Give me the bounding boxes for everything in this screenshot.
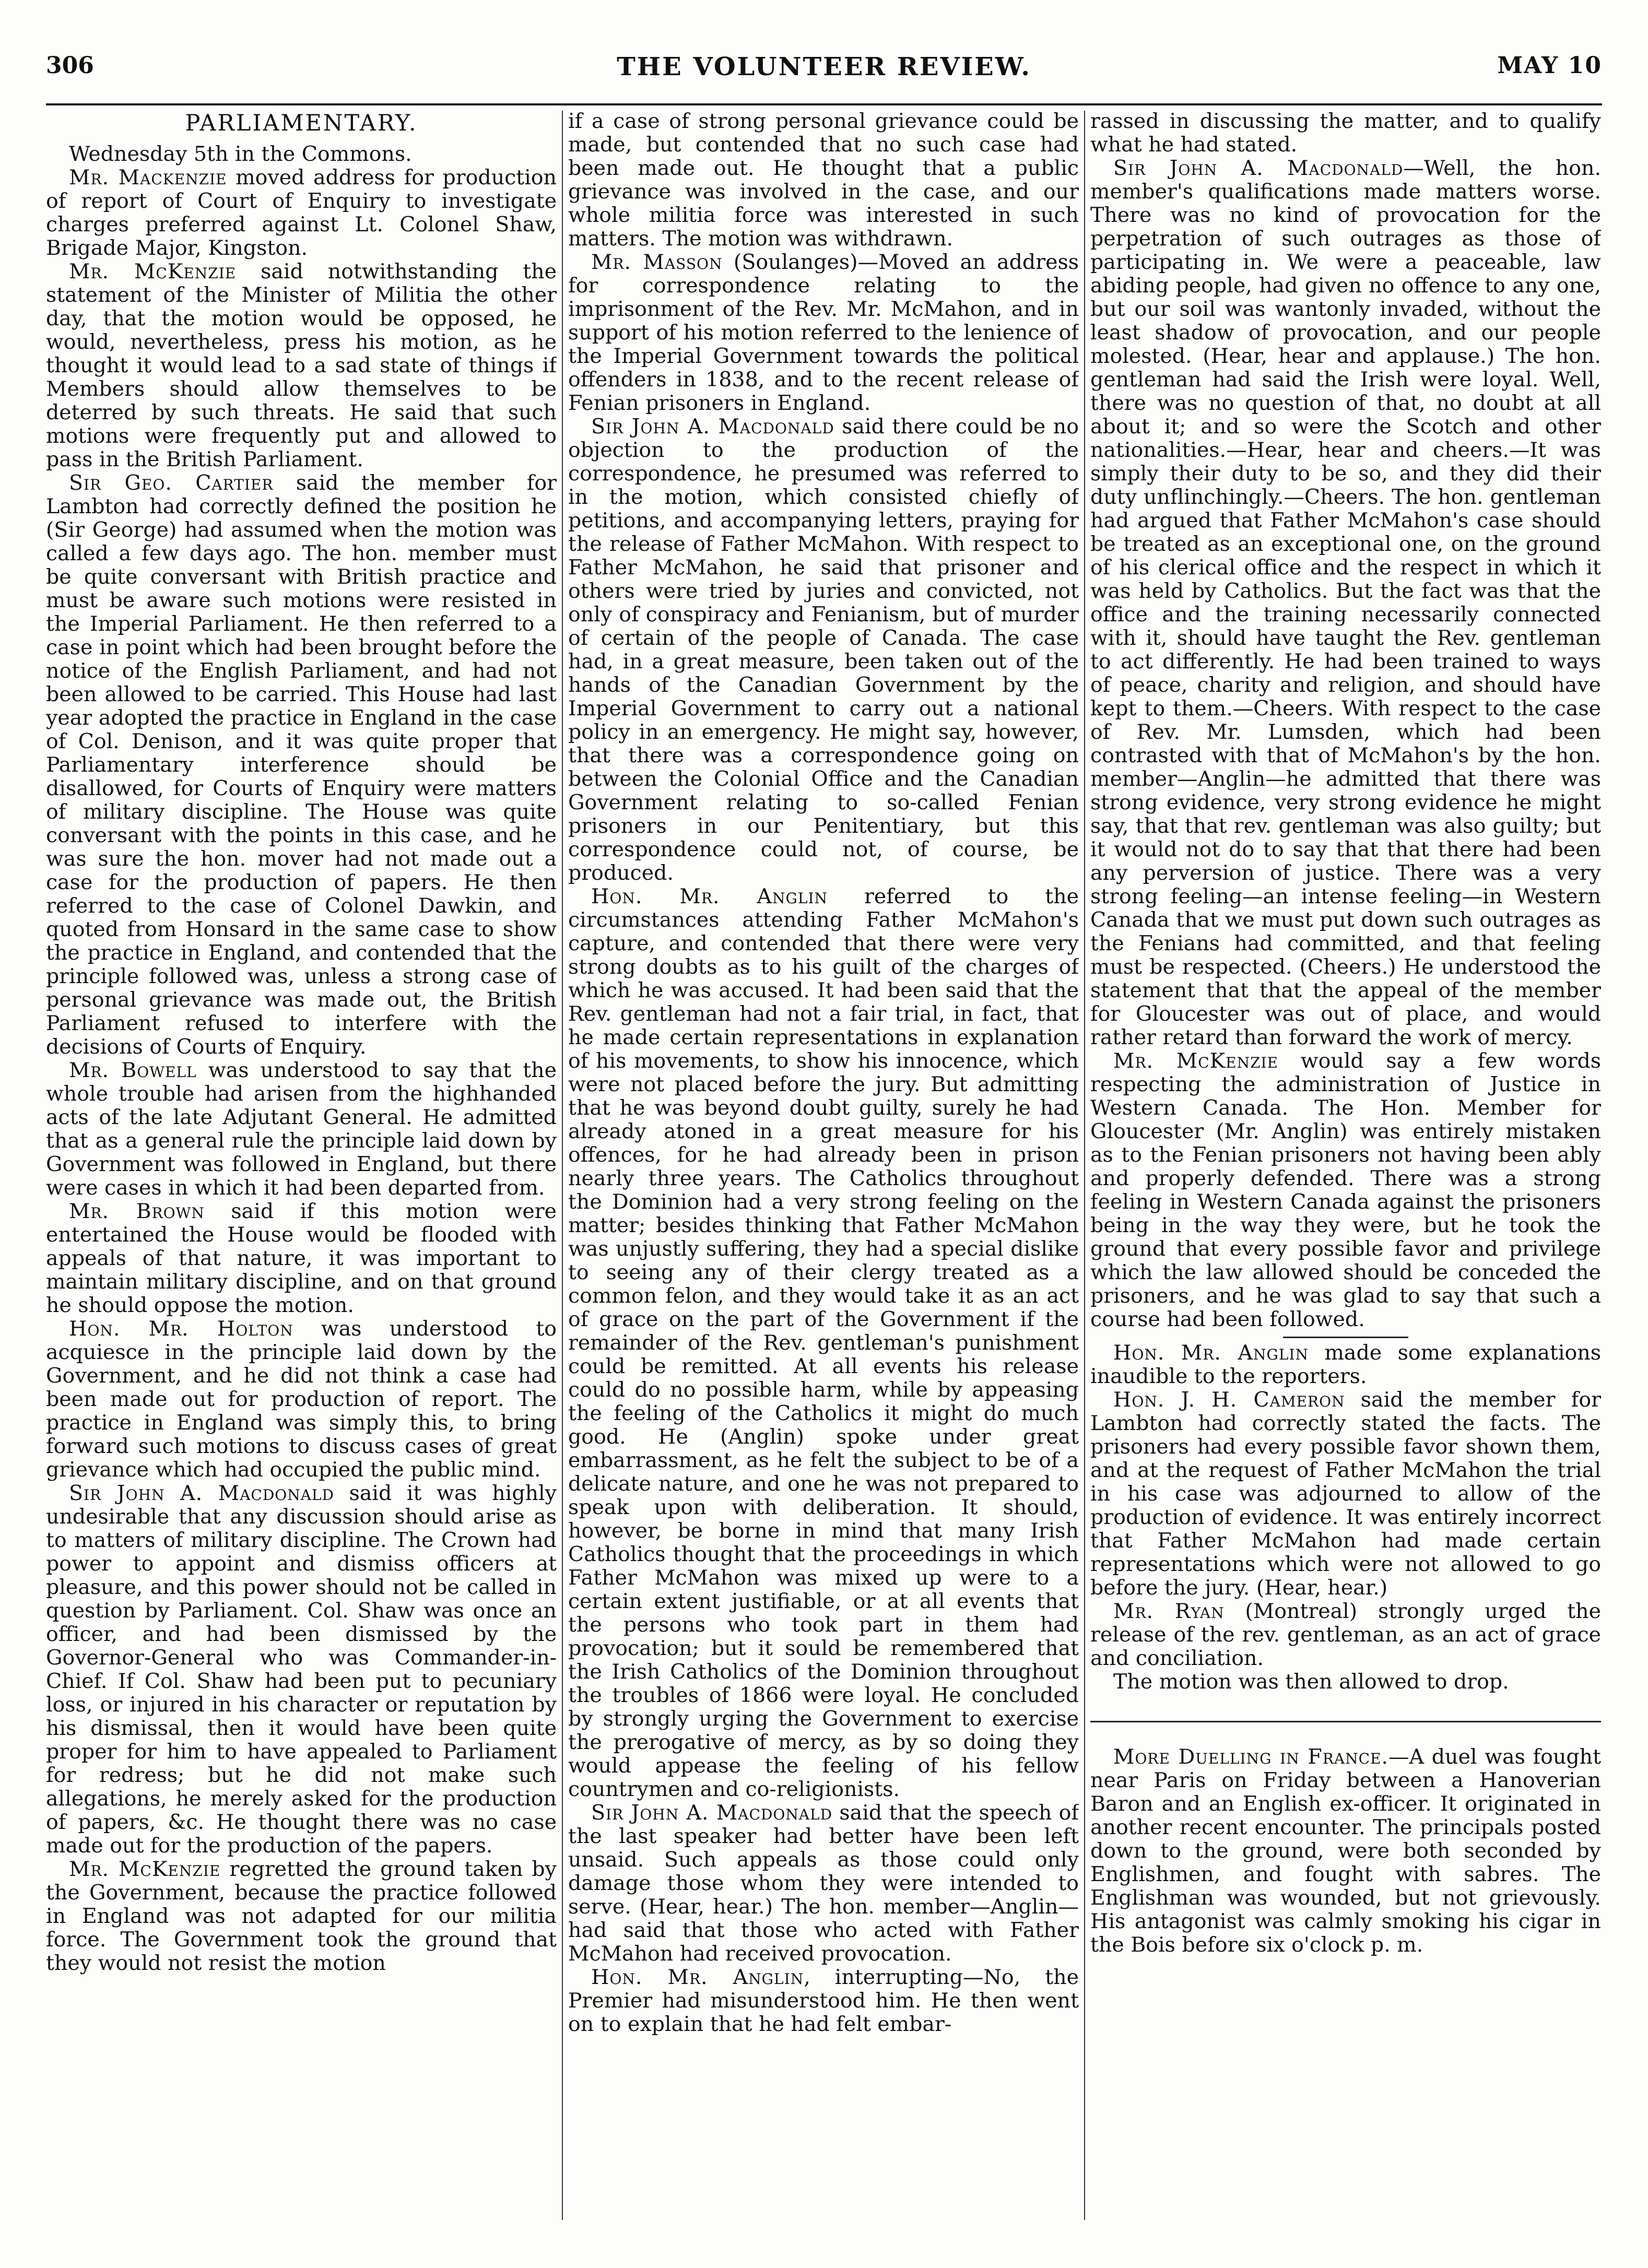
paragraph	[46, 260, 557, 471]
column-3-paragraphs	[1090, 110, 1601, 1957]
paragraph-text: said if this motion were entertained the House would be flooded with appeals of that nature, it was important to maintain military discipline, and on that ground he should oppose the motion.	[46, 1199, 557, 1317]
column-divider	[1084, 111, 1085, 2220]
speaker-name: Hon. Mr. Holton	[69, 1317, 293, 1341]
paragraph-text: The motion was then allowed to drop.	[1113, 1670, 1509, 1694]
column-3	[1090, 110, 1601, 2240]
paragraph	[568, 251, 1079, 415]
speaker-name: Sir John A. Macdonald	[591, 1801, 833, 1825]
paragraph-text: said that the speech of the last speaker had better have been left unsaid. Such appeals as those could only damage those whom they were intended to serve. (Hear, hear.) The hon. member—Anglin—had said that those who acted with Father McMahon had received provocation.	[568, 1801, 1079, 1966]
speaker-name: Mr. Ryan	[1113, 1599, 1225, 1623]
paragraph-text: said there could be no objection to the production of the correspondence, he presumed was referred to in the motion, which consisted chiefly of petitions, and accompanying letters, praying for the release of Father McMahon. With respect to Father McMahon, he said that prisoner and others were tried by juries and convicted, not only of conspiracy and Fenianism, but of murder of certain of the people of Canada. The case had, in a great measure, been taken out of the hands of the Canadian Government by the Imperial Government to carry out a national policy in an emergency. He might say, however, that there was a correspondence going on between the Colonial Office and the Canadian Government relating to so-called Fenian prisoners in our Penitentiary, but this correspondence could not, of course, be produced.	[568, 415, 1079, 885]
speaker-name: Sir John A. Macdonald	[69, 1481, 335, 1505]
paragraph-text: said it was highly undesirable that any discussion should arise as to matters of military discipline. The Crown had power to appoint and dismiss officers at pleasure, and this power should not be called in question by Parliament. Col. Shaw was once an officer, and had been dismissed by the Governor-General who was Commander-in-Chief. If Col. Shaw had been put to pecuniary loss, or injured in his character or reputation by his dismissal, then it would have been quite proper for him to have appealed to Parliament for redress; but he did not make such allegations, he merely asked for the production of papers, &c. He thought there was no case made out for the production of the papers.	[46, 1481, 557, 1858]
speaker-name: Sir John A. Macdonald	[1113, 156, 1404, 180]
paragraph	[46, 1317, 557, 1482]
speaker-name: Hon. Mr. Anglin	[591, 884, 828, 908]
paragraph-text: (Montreal) strongly urged the release of the rev. gentleman, as an act of grace and conciliation.	[1090, 1599, 1601, 1670]
page-number: 306	[46, 52, 94, 79]
speaker-name: Mr. Bowell	[69, 1058, 197, 1082]
speaker-name: Mr. McKenzie	[69, 1857, 221, 1881]
page-header	[46, 47, 1602, 104]
paragraph-text: said the member for Lambton had correctly stated the facts. The prisoners had every possible favor shown them, and at the request of Father McMahon the trial in his case was adjourned to allow of the production of evidence. It was entirely incorrect that Father McMahon had made certain representations which were not allowed to go before the jury. (Hear, hear.)	[1090, 1388, 1601, 1600]
speaker-name: Mr. Brown	[69, 1199, 205, 1223]
speaker-name: Sir John A. Macdonald	[591, 415, 834, 439]
paragraph	[46, 1858, 557, 1975]
paragraph	[1090, 1745, 1601, 1957]
paragraph	[568, 1801, 1079, 1966]
paragraph-text: —Well, the hon. member's qualifications made matters worse. There was no kind of provocation for the perpetration of such outrages as those of participating in. We were a peaceable, law abiding people, had given no offence to any one, but our soil was wantonly invaded, without the least shadow of provocation, and our people molested. (Hear, hear and applause.) The hon. gentleman had said the Irish were loyal. Well, there was no question of that, no doubt at all about it; and so were the Scotch and other nationalities.—Hear, hear and cheers.—It was simply their duty to be so, and they did their duty unflinchingly.—Cheers. The hon. gentleman had argued that Father McMahon's case should be treated as an exceptional one, on the ground of his clerical office and the respect in which it was held by Catholics. But the fact was that the office and the training necessarily connected with it, should have taught the Rev. gentleman to act differently. He had been trained to ways of peace, charity and religion, and should have kept to them.—Cheers. With respect to the case of Rev. Mr. Lumsden, which had been contrasted with that of McMahon's by the hon. member—Anglin—he admitted that there was strong evidence, very strong evidence he might say, that that rev. gentleman was also guilty; but it would not do to say that that there had been any perversion of justice. There was a very strong feeling—an intense feeling—in Western Canada that we must put down such outrages as the Fenians had committed, and that feeling must be respected. (Cheers.) He understood the statement that that the appeal of the member for Gloucester was out of place, and would rather retard than forward the work of mercy.	[1090, 156, 1601, 1049]
paragraph-text: rassed in discussing the matter, and to qualify what he had stated.	[1090, 110, 1601, 157]
paragraph	[1090, 1049, 1601, 1331]
speaker-name: Mr. McKenzie	[1113, 1049, 1279, 1073]
speaker-name: Hon. Mr. Anglin	[591, 1965, 804, 1989]
column-2	[568, 110, 1079, 2240]
paragraph-text: made some explanations inaudible to the reporters.	[1090, 1341, 1601, 1388]
paragraph-text: , interrupting—No, the Premier had misunderstood him. He then went on to explain that he had felt embar-	[568, 1965, 1079, 2036]
paragraph	[1090, 1670, 1601, 1694]
paragraph-text: would say a few words respecting the administration of Justice in Western Canada. The Hon. Member for Gloucester (Mr. Anglin) was entirely mistaken as to the Fenian prisoners not having been ably and properly defended. There was a strong feeling in Western Canada against the prisoners being in the way they were, but he took the ground that every possible favor and privilege which the law allowed should be conceded the prisoners, and he was glad to say that such a course had been followed.	[1090, 1049, 1601, 1331]
speaker-name: Mr. Masson	[591, 250, 723, 274]
column-1	[46, 110, 557, 2240]
paragraph	[1090, 1341, 1601, 1388]
issue-date: MAY 10	[1497, 52, 1602, 79]
column-divider	[562, 111, 563, 2220]
paragraph	[1090, 1600, 1601, 1670]
paragraph	[568, 885, 1079, 1801]
column-2-paragraphs	[568, 110, 1079, 2036]
paragraph-text: (Soulanges)—Moved an address for correspondence relating to the imprisonment of the Rev. Mr. McMahon, and in support of his motion referred to the lenience of the Imperial Government towards the political offenders in 1838, and to the recent release of Fenian prisoners in England.	[568, 250, 1079, 415]
paragraph-text: was understood to acquiesce in the principle laid down by the Government, and he did not think a case had been made out for production of report. The practice in England was simply this, to bring forward such motions to discuss cases of great grievance which had occupied the public mind.	[46, 1317, 557, 1482]
paragraph	[46, 1059, 557, 1200]
paragraph-text: said the member for Lambton had correctly defined the position he (Sir George) had assumed when the motion was called a few days ago. The hon. member must be quite conversant with British practice and must be aware such motions were resisted in the Imperial Parliament. He then referred to a case in point which had been brought before the notice of the English Parliament, and had not been allowed to be carried. This House had last year adopted the practice in England in the case of Col. Denison, and it was quite proper that Parliamentary interference should be disallowed, for Courts of Enquiry were matters of military discipline. The House was quite conversant with the points in this case, and he was sure the hon. mover had not made out a case for the production of papers. He then referred to the case of Colonel Dawkin, and quoted from Honsard in the same case to show the practice in England, and contended that the principle followed was, unless a strong case of personal grievance was made out, the British Parliament refused to interfere with the decisions of Courts of Enquiry.	[46, 471, 557, 1059]
paragraph	[46, 1200, 557, 1317]
paragraph	[1090, 157, 1601, 1049]
paragraph	[568, 1966, 1079, 2036]
paragraph	[46, 471, 557, 1059]
paragraph	[46, 1482, 557, 1858]
speaker-name: Mr. Mackenzie	[69, 166, 227, 190]
speaker-name: Hon. Mr. Anglin	[1113, 1341, 1309, 1365]
journal-title: THE VOLUNTEER REVIEW.	[617, 52, 1031, 81]
paragraph-text: moved address for production of report of Court of Enquiry to investigate charges preferred against Lt. Colonel Shaw, Brigade Major, Kingston.	[46, 166, 557, 260]
paragraph	[1090, 1388, 1601, 1600]
paragraph	[568, 110, 1079, 251]
paragraph-text: regretted the ground taken by the Government, because the practice followed in England was not adapted for our militia force. The Government took the ground that they would not resist the motion	[46, 1857, 557, 1975]
speaker-name: Sir Geo. Cartier	[69, 471, 274, 495]
paragraph-text: Wednesday 5th in the Commons.	[69, 142, 412, 166]
paragraph	[1090, 110, 1601, 157]
paragraph	[46, 143, 557, 166]
speaker-name: More Duelling in France.	[1113, 1745, 1389, 1769]
article-separator	[1090, 1721, 1601, 1722]
header-rule	[46, 103, 1602, 105]
paragraph-text: if a case of strong personal grievance could be made, but contended that no such case had been made out. He thought that a public grievance was involved in the case, and our whole militia force was interested in such matters. The motion was withdrawn.	[568, 110, 1079, 251]
paragraph-text: said notwithstanding the statement of the Minister of Militia the other day, that the motion would be opposed, he would, nevertheless, press his motion, as he thought it would lead to a sad state of things if Members should allow themselves to be deterred by such threats. He said that such motions were frequently put and allowed to pass in the British Parliament.	[46, 259, 557, 471]
paragraph-text: was understood to say that the whole trouble had arisen from the highhanded acts of the late Adjutant General. He admitted that as a general rule the principle laid down by Government was followed in England, but there were cases in which it had been departed from.	[46, 1058, 557, 1200]
paragraph	[46, 166, 557, 260]
separator-rule	[1283, 1337, 1408, 1338]
paragraph-text: referred to the circumstances attending Father McMahon's capture, and contended that there were very strong doubts as to his guilt of the charges of which he was accused. It had been said that the Rev. gentleman had not a fair trial, in fact, that he made certain representations in explanation of his movements, to show his innocence, which were not placed before the jury. But admitting that he was beyond doubt guilty, surely he had already atoned in a great measure for his offences, for he had already been in prison nearly three years. The Catholics throughout the Dominion had a very strong feeling on the matter; besides thinking that Father McMahon was unjustly suffering, they had a special dislike to seeing any of their clergy treated as a common felon, and they would take it as an act of grace on the part of the Government if the remainder of the Rev. gentleman's punishment could be remitted. At all events his release could do no possible harm, while by appeasing the feeling of the Catholics it might do much good. He (Anglin) spoke under great embarrassment, as he felt the subject to be of a delicate nature, and one he was not prepared to speak upon with deliberation. It should, however, be borne in mind that many Irish Catholics thought that the proceedings in which Father McMahon was mixed up were to a certain extent justifiable, or at all events that the persons who took part in them had provocation; but it sould be remembered that the Irish Catholics of the Dominion throughout the troubles of 1866 were loyal. He concluded by strongly urging the Government to exercise the prerogative of mercy, as by so doing they would appease the feeling of his fellow countrymen and co-religionists.	[568, 884, 1079, 1801]
column-1-paragraphs	[46, 143, 557, 1975]
section-heading: PARLIAMENTARY.	[185, 110, 418, 136]
speaker-name: Hon. J. H. Cameron	[1113, 1388, 1345, 1412]
speaker-name: Mr. McKenzie	[69, 259, 237, 284]
paragraph	[568, 415, 1079, 885]
paragraph-text: —A duel was fought near Paris on Friday between a Hanoverian Baron and an English ex-officer. It originated in another recent encounter. The principals posted down to the ground, were both seconded by Englishmen, and fought with sabres. The Englishman was wounded, but not grievously. His antagonist was calmly smoking his cigar in the Bois before six o'clock p. m.	[1090, 1745, 1601, 1957]
